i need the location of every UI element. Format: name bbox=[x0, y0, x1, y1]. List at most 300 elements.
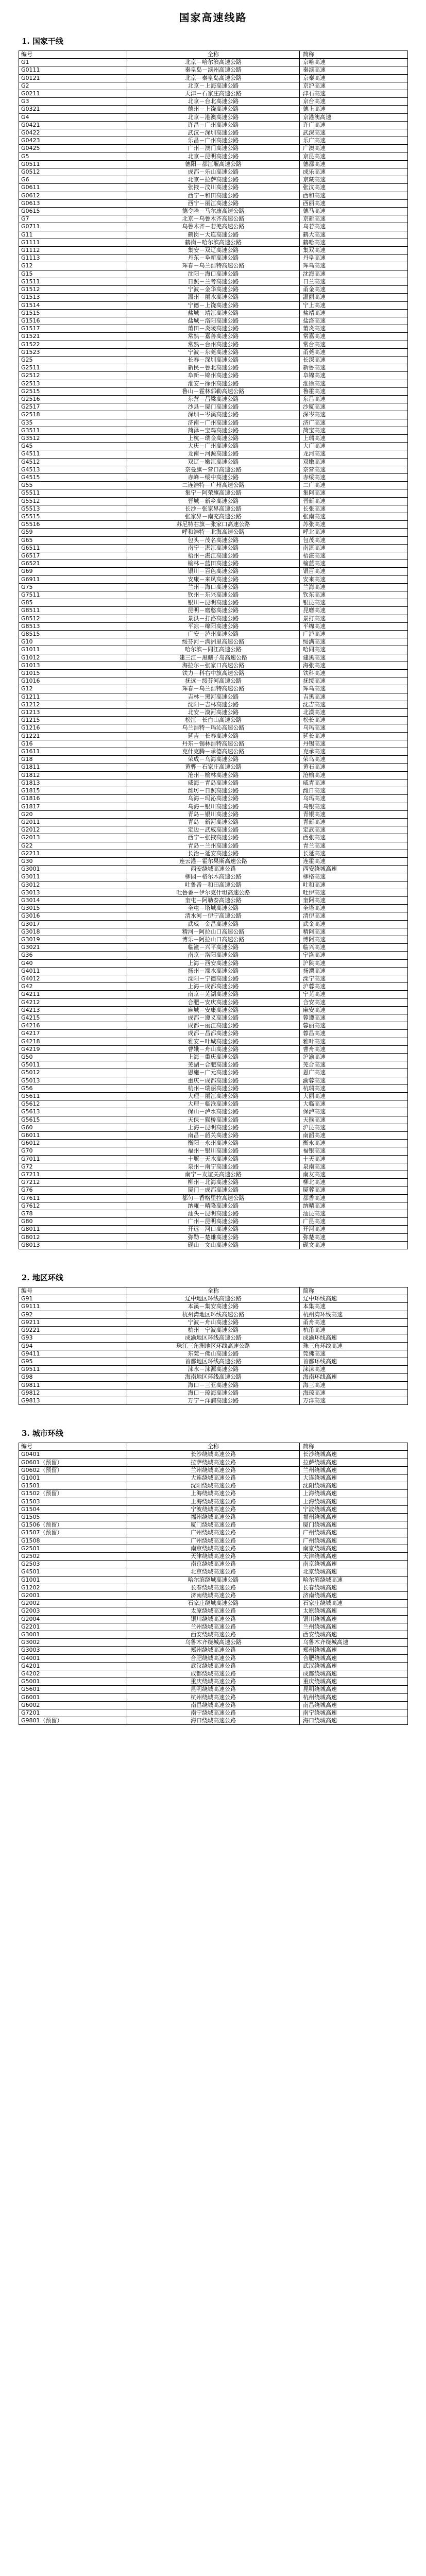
table-row bbox=[19, 873, 408, 881]
cell-full-name: 杭州绕城高速公路 bbox=[127, 1693, 300, 1701]
cell-code: G0121 bbox=[19, 74, 127, 82]
cell-code: G12 bbox=[19, 262, 127, 270]
cell-short-name: 乌玛高速 bbox=[300, 795, 408, 803]
cell-full-name: 涞水－涞源高速公路 bbox=[127, 1366, 300, 1374]
cell-code: G2002 bbox=[19, 1600, 127, 1607]
cell-short-name: 济南绕城高速 bbox=[300, 1591, 408, 1599]
cell-short-name: 乐广高速 bbox=[300, 137, 408, 145]
cell-short-name: 抚绥高速 bbox=[300, 677, 408, 685]
cell-full-name: 吐鲁番－和田高速公路 bbox=[127, 881, 300, 889]
table-row bbox=[19, 1631, 408, 1639]
cell-full-name: 保山－泸水高速公路 bbox=[127, 1108, 300, 1116]
cell-short-name: 曹舟高速 bbox=[300, 1045, 408, 1053]
cell-full-name: 福州－银川高速公路 bbox=[127, 1147, 300, 1155]
cell-short-name: 西安绕城高速 bbox=[300, 866, 408, 873]
cell-full-name: 上海－西安高速公路 bbox=[127, 959, 300, 967]
cell-full-name: 上海－成都高速公路 bbox=[127, 983, 300, 991]
cell-full-name: 新民－鲁北高速公路 bbox=[127, 364, 300, 372]
cell-code: G1216 bbox=[19, 724, 127, 732]
cell-short-name: 宁上高速 bbox=[300, 301, 408, 309]
table-row bbox=[19, 896, 408, 904]
table-row bbox=[19, 1466, 408, 1474]
cell-code: G0611 bbox=[19, 184, 127, 192]
cell-full-name: 乌鲁木齐绕城高速公路 bbox=[127, 1639, 300, 1647]
cell-full-name: 南京绕城高速公路 bbox=[127, 1561, 300, 1568]
cell-full-name: 苏尼特右旗－张家口高速公路 bbox=[127, 521, 300, 529]
cell-full-name: 昆明－磨憨高速公路 bbox=[127, 607, 300, 615]
table-row bbox=[19, 270, 408, 278]
cell-short-name: 奎阿高速 bbox=[300, 896, 408, 904]
cell-full-name: 北京－昆明高速公路 bbox=[127, 152, 300, 160]
cell-full-name: 首都地区环线高速公路 bbox=[127, 1358, 300, 1365]
table-row bbox=[19, 1397, 408, 1404]
cell-short-name: 上瑞高速 bbox=[300, 434, 408, 442]
cell-full-name: 长春－深圳高速公路 bbox=[127, 356, 300, 364]
table-row bbox=[19, 395, 408, 403]
cell-short-name: 南韶高速 bbox=[300, 1132, 408, 1140]
cell-short-name: 哈同高速 bbox=[300, 646, 408, 654]
cell-short-name: 广泸高速 bbox=[300, 631, 408, 638]
cell-full-name: 包头－茂名高速公路 bbox=[127, 536, 300, 544]
cell-code: G1514 bbox=[19, 301, 127, 309]
table-row bbox=[19, 568, 408, 575]
cell-code: G2502 bbox=[19, 1552, 127, 1560]
cell-short-name: 天津绕城高速 bbox=[300, 1552, 408, 1560]
cell-full-name: 开远－河口高速公路 bbox=[127, 1226, 300, 1233]
table-row bbox=[19, 670, 408, 677]
cell-short-name: 青兰高速 bbox=[300, 842, 408, 850]
table-row bbox=[19, 513, 408, 520]
cell-code: G22 bbox=[19, 842, 127, 850]
cell-short-name: 海张高速 bbox=[300, 662, 408, 669]
table-row bbox=[19, 920, 408, 928]
cell-code: G6011 bbox=[19, 1132, 127, 1140]
table-row bbox=[19, 90, 408, 98]
cell-code: G0422 bbox=[19, 129, 127, 137]
cell-full-name: 丹东－阜新高速公路 bbox=[127, 255, 300, 262]
cell-full-name: 广州绕城高速公路 bbox=[127, 1529, 300, 1537]
cell-short-name: 万洋高速 bbox=[300, 1397, 408, 1404]
table-row bbox=[19, 1678, 408, 1686]
table-row bbox=[19, 1093, 408, 1100]
table-row bbox=[19, 145, 408, 152]
cell-short-name: 开河高速 bbox=[300, 1226, 408, 1233]
table-row bbox=[19, 239, 408, 246]
section-title: 1. 国家干线 bbox=[22, 37, 63, 46]
cell-code: G5516 bbox=[19, 521, 127, 529]
cell-short-name: 南昌绕城高速 bbox=[300, 1701, 408, 1709]
table-row bbox=[19, 866, 408, 873]
cell-full-name: 连云港－霍尔果斯高速公路 bbox=[127, 857, 300, 865]
cell-full-name: 宁波－东莞高速公路 bbox=[127, 348, 300, 356]
cell-code: G1811 bbox=[19, 764, 127, 771]
table-row bbox=[19, 427, 408, 434]
cell-code: G7201 bbox=[19, 1709, 127, 1717]
table-row bbox=[19, 247, 408, 255]
table-row bbox=[19, 223, 408, 231]
cell-short-name: 珲乌高速 bbox=[300, 262, 408, 270]
cell-full-name: 成都绕城高速公路 bbox=[127, 1670, 300, 1678]
table-row bbox=[19, 356, 408, 364]
cell-code: G1522 bbox=[19, 341, 127, 348]
table-row bbox=[19, 160, 408, 168]
cell-full-name: 恩施－广元高速公路 bbox=[127, 1069, 300, 1077]
table-row bbox=[19, 1100, 408, 1108]
cell-full-name: 兰州绕城高速公路 bbox=[127, 1623, 300, 1631]
cell-code: G2511 bbox=[19, 364, 127, 372]
cell-code: G8013 bbox=[19, 1241, 127, 1249]
table-row bbox=[19, 403, 408, 411]
cell-code: G1513 bbox=[19, 294, 127, 301]
cell-short-name: 青新高速 bbox=[300, 818, 408, 826]
cell-short-name: 石家庄绕城高速 bbox=[300, 1600, 408, 1607]
cell-short-name: 吉黑高速 bbox=[300, 693, 408, 701]
table-row bbox=[19, 740, 408, 748]
cell-full-name: 都匀－香格里拉高速公路 bbox=[127, 1194, 300, 1202]
table-row bbox=[19, 834, 408, 842]
cell-short-name: 溧宁高速 bbox=[300, 975, 408, 982]
table-row bbox=[19, 1451, 408, 1459]
cell-full-name: 深圳－岑溪高速公路 bbox=[127, 411, 300, 419]
cell-full-name: 沙县－厦门高速公路 bbox=[127, 403, 300, 411]
table-row bbox=[19, 309, 408, 317]
cell-full-name: 海南地区环线高速公路 bbox=[127, 1374, 300, 1381]
table-row bbox=[19, 1318, 408, 1326]
cell-code: G4216 bbox=[19, 1022, 127, 1030]
table-row bbox=[19, 1607, 408, 1615]
cell-full-name: 珲春－乌兰浩特高速公路 bbox=[127, 262, 300, 270]
cell-short-name: 京港澳高速 bbox=[300, 113, 408, 121]
table-row bbox=[19, 1226, 408, 1233]
cell-full-name: 杭州－宁波高速公路 bbox=[127, 1327, 300, 1334]
cell-full-name: 吐鲁番－伊尔克什坦高速公路 bbox=[127, 889, 300, 896]
cell-short-name: 景打高速 bbox=[300, 615, 408, 622]
table-row bbox=[19, 1014, 408, 1022]
cell-full-name: 西宁－丽江高速公路 bbox=[127, 199, 300, 207]
header-short-name: 简称 bbox=[300, 51, 408, 59]
table-row bbox=[19, 1654, 408, 1662]
cell-code: G1521 bbox=[19, 333, 127, 341]
cell-short-name: 安来高速 bbox=[300, 575, 408, 583]
cell-short-name: 哈尔滨绕城高速 bbox=[300, 1576, 408, 1584]
cell-code: G2012 bbox=[19, 826, 127, 834]
cell-code: G50 bbox=[19, 1054, 127, 1061]
cell-code: G3018 bbox=[19, 928, 127, 936]
cell-short-name: 呼北高速 bbox=[300, 529, 408, 536]
table-row bbox=[19, 1647, 408, 1654]
cell-code: G8515 bbox=[19, 631, 127, 638]
cell-code: G4515 bbox=[19, 473, 127, 481]
cell-short-name: 京藏高速 bbox=[300, 176, 408, 184]
cell-short-name: 昆明绕城高速 bbox=[300, 1686, 408, 1693]
cell-short-name: 威青高速 bbox=[300, 779, 408, 787]
cell-short-name: 莆炎高速 bbox=[300, 325, 408, 333]
cell-short-name: 沙厦高速 bbox=[300, 403, 408, 411]
cell-short-name: 柳格高速 bbox=[300, 873, 408, 881]
cell-code: G56 bbox=[19, 1084, 127, 1092]
cell-full-name: 南昌绕城高速公路 bbox=[127, 1701, 300, 1709]
table-row bbox=[19, 905, 408, 912]
cell-short-name: 汕昆高速 bbox=[300, 1210, 408, 1218]
cell-code: G3019 bbox=[19, 936, 127, 943]
cell-short-name: 长春绕城高速 bbox=[300, 1584, 408, 1591]
cell-code: G6001 bbox=[19, 1693, 127, 1701]
table-row bbox=[19, 1521, 408, 1529]
table-row bbox=[19, 168, 408, 176]
cell-code: G1504 bbox=[19, 1505, 127, 1513]
cell-short-name: 兰海高速 bbox=[300, 583, 408, 591]
cell-code: G6012 bbox=[19, 1140, 127, 1147]
cell-full-name: 菏泽－宝鸡高速公路 bbox=[127, 427, 300, 434]
table-row bbox=[19, 1686, 408, 1693]
cell-short-name: 沧榆高速 bbox=[300, 771, 408, 779]
table-row bbox=[19, 1061, 408, 1069]
cell-full-name: 温州－丽水高速公路 bbox=[127, 294, 300, 301]
table-row bbox=[19, 646, 408, 654]
cell-full-name: 成都－遵义高速公路 bbox=[127, 1014, 300, 1022]
cell-short-name: 二广高速 bbox=[300, 482, 408, 489]
cell-full-name: 南昌－韶关高速公路 bbox=[127, 1132, 300, 1140]
section-gap bbox=[19, 1405, 407, 1422]
table-row bbox=[19, 717, 408, 724]
cell-full-name: 天津－石家庄高速公路 bbox=[127, 90, 300, 98]
cell-code: G75 bbox=[19, 583, 127, 591]
cell-full-name: 海拉尔－张家口高速公路 bbox=[127, 662, 300, 669]
cell-code: G3013 bbox=[19, 889, 127, 896]
cell-full-name: 珠江三角洲地区环线高速公路 bbox=[127, 1342, 300, 1350]
cell-code: G1505 bbox=[19, 1513, 127, 1521]
cell-full-name: 石家庄绕城高速公路 bbox=[127, 1600, 300, 1607]
cell-full-name: 砚山－文山高速公路 bbox=[127, 1241, 300, 1249]
cell-short-name: 银昆高速 bbox=[300, 599, 408, 607]
cell-full-name: 武汉－深圳高速公路 bbox=[127, 129, 300, 137]
cell-full-name: 海口－三亚高速公路 bbox=[127, 1381, 300, 1389]
table-row bbox=[19, 66, 408, 74]
cell-code: G2 bbox=[19, 82, 127, 90]
cell-full-name: 南宁－湛江高速公路 bbox=[127, 544, 300, 552]
cell-short-name: 克承高速 bbox=[300, 748, 408, 756]
cell-full-name: 哈尔滨－同江高速公路 bbox=[127, 646, 300, 654]
cell-short-name: 长深高速 bbox=[300, 356, 408, 364]
table-row bbox=[19, 764, 408, 771]
table-row bbox=[19, 458, 408, 466]
cell-short-name: 丹阜高速 bbox=[300, 255, 408, 262]
cell-code: G2501 bbox=[19, 1545, 127, 1552]
cell-code: G2201 bbox=[19, 1623, 127, 1631]
cell-full-name: 扬州－溧水高速公路 bbox=[127, 967, 300, 975]
cell-code: G8513 bbox=[19, 622, 127, 630]
cell-short-name: 日兰高速 bbox=[300, 278, 408, 285]
cell-full-name: 长治－延安高速公路 bbox=[127, 850, 300, 857]
cell-code: G7511 bbox=[19, 591, 127, 599]
table-row bbox=[19, 1084, 408, 1092]
cell-short-name: 吐伊高速 bbox=[300, 889, 408, 896]
cell-full-name: 东莞－佛山高速公路 bbox=[127, 1350, 300, 1358]
cell-full-name: 济南绕城高速公路 bbox=[127, 1591, 300, 1599]
table-row bbox=[19, 583, 408, 591]
sections-container bbox=[19, 36, 407, 1725]
cell-full-name: 张掖－汶川高速公路 bbox=[127, 184, 300, 192]
cell-code: G1817 bbox=[19, 803, 127, 810]
table-row bbox=[19, 505, 408, 513]
cell-code: G4218 bbox=[19, 1038, 127, 1045]
cell-code: G4 bbox=[19, 113, 127, 121]
table-row bbox=[19, 443, 408, 450]
cell-full-name: 奎屯－阿勒泰高速公路 bbox=[127, 896, 300, 904]
table-row bbox=[19, 278, 408, 285]
cell-short-name: 常台高速 bbox=[300, 341, 408, 348]
table-row bbox=[19, 1171, 408, 1179]
header-code: 编号 bbox=[19, 1443, 127, 1451]
cell-code: G5612 bbox=[19, 1100, 127, 1108]
cell-short-name: 南宁绕城高速 bbox=[300, 1709, 408, 1717]
cell-short-name: 盐洛高速 bbox=[300, 317, 408, 325]
cell-full-name: 大连绕城高速公路 bbox=[127, 1474, 300, 1482]
cell-short-name: 上海绕城高速 bbox=[300, 1490, 408, 1498]
cell-short-name: 厦蓉高速 bbox=[300, 1187, 408, 1194]
cell-full-name: 北京－上海高速公路 bbox=[127, 82, 300, 90]
cell-short-name: 泉南高速 bbox=[300, 1163, 408, 1171]
cell-code: G5011 bbox=[19, 1061, 127, 1069]
cell-short-name: 阜锦高速 bbox=[300, 372, 408, 380]
cell-code: G3 bbox=[19, 98, 127, 106]
cell-code: G0511 bbox=[19, 160, 127, 168]
cell-short-name: 铁科高速 bbox=[300, 670, 408, 677]
cell-code: G30 bbox=[19, 857, 127, 865]
cell-short-name: 昆磨高速 bbox=[300, 607, 408, 615]
table-row bbox=[19, 638, 408, 646]
table-row bbox=[19, 1350, 408, 1358]
cell-short-name: 成渝环线高速 bbox=[300, 1334, 408, 1342]
cell-code: G9511 bbox=[19, 1366, 127, 1374]
cell-short-name: 京秦高速 bbox=[300, 74, 408, 82]
cell-short-name: 苏张高速 bbox=[300, 521, 408, 529]
table-row bbox=[19, 262, 408, 270]
cell-short-name: 芜合高速 bbox=[300, 1061, 408, 1069]
cell-short-name: 柳北高速 bbox=[300, 1179, 408, 1187]
cell-full-name: 曹娥－舟山高速公路 bbox=[127, 1045, 300, 1053]
table-row bbox=[19, 959, 408, 967]
header-full-name: 全称 bbox=[127, 1443, 300, 1451]
table-row bbox=[19, 152, 408, 160]
table-row bbox=[19, 333, 408, 341]
cell-short-name: 本集高速 bbox=[300, 1303, 408, 1311]
cell-full-name: 清水河－伊宁高速公路 bbox=[127, 912, 300, 920]
cell-code: G2004 bbox=[19, 1615, 127, 1623]
header-short-name: 简称 bbox=[300, 1443, 408, 1451]
cell-code: G2516 bbox=[19, 395, 127, 403]
cell-code: G42 bbox=[19, 983, 127, 991]
table-row bbox=[19, 724, 408, 732]
cell-full-name: 定边－武威高速公路 bbox=[127, 826, 300, 834]
cell-short-name: 杭州绕城高速 bbox=[300, 1693, 408, 1701]
cell-short-name: 荣乌高速 bbox=[300, 756, 408, 764]
cell-short-name: 潍日高速 bbox=[300, 787, 408, 795]
cell-code: G25 bbox=[19, 356, 127, 364]
table-row bbox=[19, 1358, 408, 1365]
cell-full-name: 合肥绕城高速公路 bbox=[127, 1654, 300, 1662]
cell-code: G72 bbox=[19, 1163, 127, 1171]
cell-code: G10 bbox=[19, 638, 127, 646]
cell-short-name: 海南环线高速 bbox=[300, 1374, 408, 1381]
cell-full-name: 青岛－银川高速公路 bbox=[127, 810, 300, 818]
cell-short-name: 乌玛高速 bbox=[300, 724, 408, 732]
cell-full-name: 珲春－乌兰浩特高速公路 bbox=[127, 685, 300, 693]
cell-code: G4512 bbox=[19, 458, 127, 466]
cell-short-name: 郑州绕城高速 bbox=[300, 1647, 408, 1654]
table-row bbox=[19, 889, 408, 896]
cell-code: G5601 bbox=[19, 1686, 127, 1693]
cell-code: G6511 bbox=[19, 544, 127, 552]
table-row bbox=[19, 1670, 408, 1678]
cell-full-name: 成都－乐山高速公路 bbox=[127, 168, 300, 176]
cell-code: G4212 bbox=[19, 998, 127, 1006]
cell-full-name: 溧阳－宁德高速公路 bbox=[127, 975, 300, 982]
cell-code: G1211 bbox=[19, 693, 127, 701]
cell-full-name: 沧州－榆林高速公路 bbox=[127, 771, 300, 779]
cell-full-name: 天津绕城高速公路 bbox=[127, 1552, 300, 1560]
table-row bbox=[19, 803, 408, 810]
cell-short-name: 集阿高速 bbox=[300, 489, 408, 497]
cell-short-name: 杭瑞高速 bbox=[300, 1084, 408, 1092]
cell-short-name: 张南高速 bbox=[300, 513, 408, 520]
table-row bbox=[19, 301, 408, 309]
cell-short-name: 涞涞高速 bbox=[300, 1366, 408, 1374]
cell-code: G5611 bbox=[19, 1093, 127, 1100]
header-code: 编号 bbox=[19, 51, 127, 59]
cell-code: G80 bbox=[19, 1218, 127, 1226]
cell-short-name: 清伊高速 bbox=[300, 912, 408, 920]
cell-code: G0423 bbox=[19, 137, 127, 145]
cell-short-name: 南京绕城高速 bbox=[300, 1561, 408, 1568]
cell-full-name: 合肥－安庆高速公路 bbox=[127, 998, 300, 1006]
cell-short-name: 丹锡高速 bbox=[300, 740, 408, 748]
cell-code: G5615 bbox=[19, 1116, 127, 1124]
cell-short-name: 德马高速 bbox=[300, 208, 408, 215]
cell-code: G55 bbox=[19, 482, 127, 489]
table-row bbox=[19, 552, 408, 560]
table-row bbox=[19, 231, 408, 239]
cell-full-name: 成都－昌都高速公路 bbox=[127, 1030, 300, 1038]
cell-short-name: 松长高速 bbox=[300, 717, 408, 724]
cell-code: G4211 bbox=[19, 991, 127, 998]
cell-full-name: 晋城－新乡高速公路 bbox=[127, 497, 300, 505]
cell-short-name: 乌鲁木齐绕城高速 bbox=[300, 1639, 408, 1647]
cell-code: G2517 bbox=[19, 403, 127, 411]
cell-short-name: 兰州绕城高速 bbox=[300, 1466, 408, 1474]
cell-full-name: 杭州－瑞丽高速公路 bbox=[127, 1084, 300, 1092]
cell-short-name: 海三高速 bbox=[300, 1381, 408, 1389]
cell-short-name: 武金高速 bbox=[300, 920, 408, 928]
cell-code: G35 bbox=[19, 419, 127, 427]
cell-full-name: 本溪－集安高速公路 bbox=[127, 1303, 300, 1311]
cell-short-name: 沪陕高速 bbox=[300, 959, 408, 967]
cell-code: G1213 bbox=[19, 709, 127, 717]
cell-full-name: 北京绕城高速公路 bbox=[127, 1568, 300, 1576]
table-row bbox=[19, 1498, 408, 1505]
cell-short-name: 西安绕城高速 bbox=[300, 1631, 408, 1639]
cell-code: G36 bbox=[19, 952, 127, 959]
cell-full-name: 沈阳绕城高速公路 bbox=[127, 1482, 300, 1490]
table-row bbox=[19, 521, 408, 529]
cell-full-name: 西宁－和田高速公路 bbox=[127, 192, 300, 199]
cell-code: G2512 bbox=[19, 372, 127, 380]
cell-code: G70 bbox=[19, 1147, 127, 1155]
table-row bbox=[19, 1584, 408, 1591]
cell-short-name: 珲乌高速 bbox=[300, 685, 408, 693]
cell-code: G16 bbox=[19, 740, 127, 748]
cell-short-name: 淮徐高速 bbox=[300, 380, 408, 387]
